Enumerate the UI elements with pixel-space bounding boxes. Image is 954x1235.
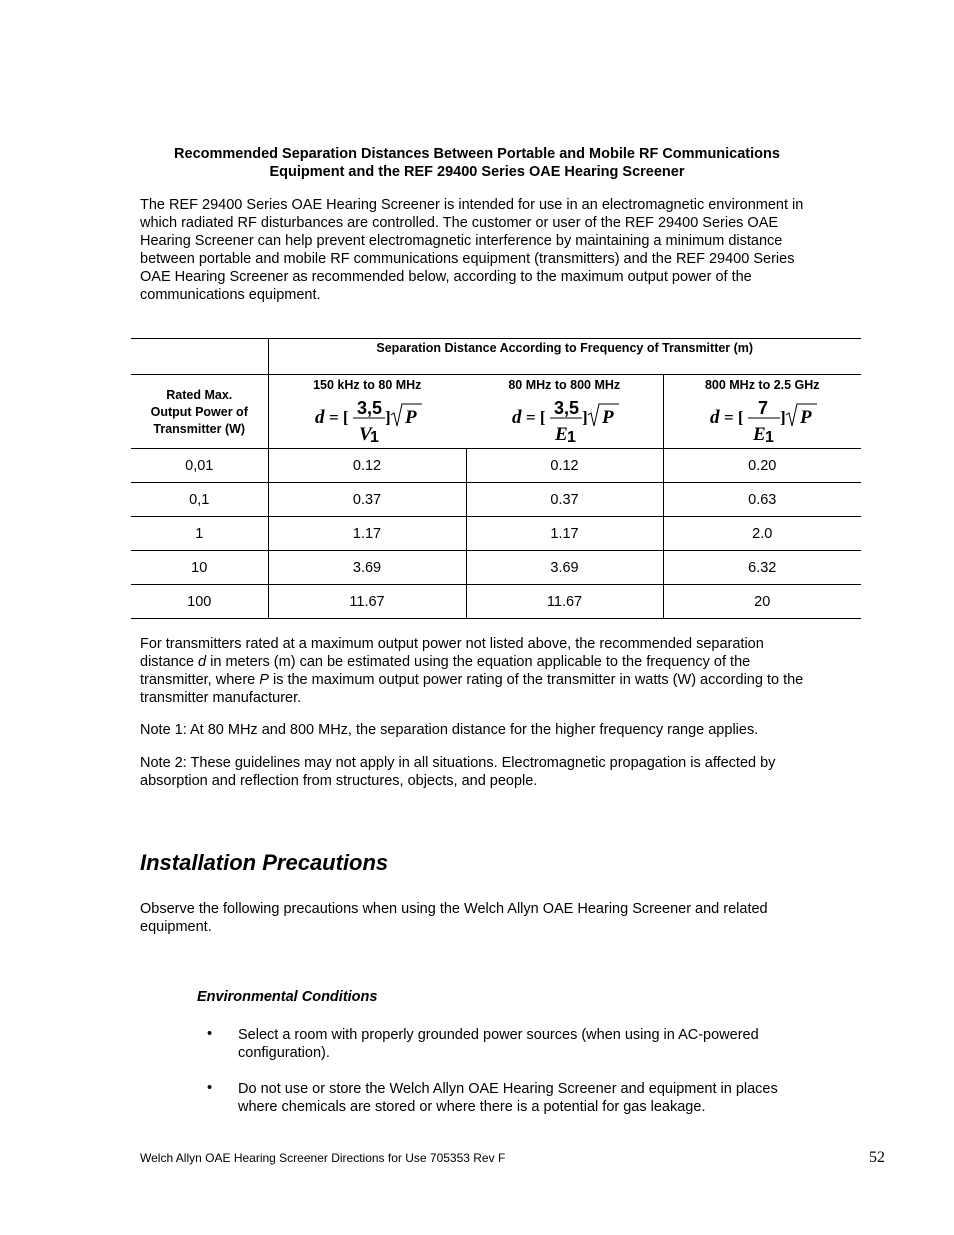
- column-label: 800 MHz to 2.5 GHz: [704, 377, 820, 392]
- formula-equals-bracket: = [: [526, 407, 546, 427]
- table-row: [131, 585, 861, 619]
- distance-cell: 0.12: [466, 449, 663, 483]
- formula-numerator: 7: [758, 397, 769, 418]
- subsection-title: Environmental Conditions: [197, 989, 378, 1005]
- power-cell: 0,01: [131, 449, 268, 483]
- table-row: [131, 483, 861, 517]
- bullet-icon: •: [207, 1026, 213, 1042]
- formula-equals-bracket: = [: [329, 407, 349, 427]
- formula-p: P: [405, 406, 417, 428]
- note-1: Note 1: At 80 MHz and 800 MHz, the separation distance for the higher frequency range applies.: [140, 722, 759, 738]
- distance-cell: 0.37: [268, 483, 466, 517]
- formula-p: P: [800, 406, 812, 428]
- table-title-line-1: Recommended Separation Distances Between Portable and Mobile RF Communications: [174, 146, 780, 162]
- formula-close-bracket: ]: [582, 407, 588, 427]
- formula-denominator: E: [555, 423, 568, 445]
- formula-d: d: [710, 406, 720, 428]
- note-text-2: in meters (m) can be estimated using the equation applicable to the frequency of the transmitter, where: [140, 654, 751, 688]
- formula-subscript: 1: [567, 428, 577, 446]
- formula-v1: [307, 396, 427, 446]
- bullet-item-2: Do not use or store the Welch Allyn OAE Hearing Screener and equipment in places where chemicals are stored or where there is a potential for gas leakage.: [238, 1081, 778, 1115]
- column-label: 80 MHz to 800 MHz: [508, 377, 621, 392]
- column-header-80mhz: [466, 375, 663, 449]
- distance-cell: 0.20: [663, 449, 861, 483]
- formula-d: d: [315, 406, 325, 428]
- formula-close-bracket: ]: [385, 407, 391, 427]
- formula-p: P: [602, 406, 614, 428]
- formula-denominator: E: [753, 423, 766, 445]
- distance-cell: 11.67: [268, 585, 466, 619]
- bullet-icon: •: [207, 1080, 213, 1096]
- page-footer: Welch Allyn OAE Hearing Screener Directions for Use 705353 Rev F: [140, 1151, 506, 1165]
- section-title: Installation Precautions: [140, 850, 389, 875]
- distance-cell: 0.37: [466, 483, 663, 517]
- formula-numerator: 3,5: [554, 397, 580, 418]
- power-cell: 10: [131, 551, 268, 585]
- power-cell: 100: [131, 585, 268, 619]
- intro-paragraph: The REF 29400 Series OAE Hearing Screener is intended for use in an electromagnetic environment in which radiated RF disturbances are controlled. The customer or user of the REF 29400 Series OAE Hearing Screener can help prevent electromagnetic interference by maintaining a minimum distance between portable and mobile RF communications equipment (transmitters) and the REF 29400 Series OAE Hearing Screener as recommended below, according to the maximum output power of the communications equipment.: [140, 197, 804, 303]
- rated-header-line-3: Transmitter (W): [153, 421, 246, 436]
- table-row: [131, 517, 861, 551]
- rated-header-line-1: Rated Max.: [166, 387, 233, 402]
- formula-subscript: 1: [765, 428, 775, 446]
- distance-cell: 0.63: [663, 483, 861, 517]
- note-text-3: is the maximum output power rating of the transmitter in watts (W) according to the transmitter manufacturer.: [140, 672, 804, 706]
- formula-denominator: V: [359, 423, 372, 445]
- table-row: [131, 551, 861, 585]
- table-title-line-2: Equipment and the REF 29400 Series OAE Hearing Screener: [269, 164, 685, 180]
- note-var-p: P: [259, 672, 269, 688]
- formula-equals-bracket: = [: [724, 407, 744, 427]
- span-header: Separation Distance According to Frequency of Transmitter (m): [268, 339, 861, 375]
- formula-close-bracket: ]: [780, 407, 786, 427]
- note-var-d: d: [198, 654, 207, 670]
- section-intro: Observe the following precautions when using the Welch Allyn OAE Hearing Screener and related equipment.: [140, 901, 768, 935]
- page-number: 52: [869, 1149, 885, 1166]
- note-2: Note 2: These guidelines may not apply in all situations. Electromagnetic propagation is affected by absorption and reflection from structures, objects, and people.: [140, 755, 776, 789]
- formula-subscript: 1: [370, 428, 380, 446]
- blank-header-cell: [131, 339, 268, 375]
- formula-numerator: 3,5: [357, 397, 383, 418]
- power-cell: 1: [131, 517, 268, 551]
- distance-cell: 1.17: [268, 517, 466, 551]
- table-header-row-1: [131, 339, 861, 375]
- distance-cell: 6.32: [663, 551, 861, 585]
- distance-cell: 11.67: [466, 585, 663, 619]
- distance-cell: 3.69: [268, 551, 466, 585]
- rated-power-header: [131, 375, 268, 449]
- distance-cell: 3.69: [466, 551, 663, 585]
- table-header-row-2: [131, 375, 861, 449]
- column-header-150khz: [268, 375, 466, 449]
- formula-e1-7: [702, 396, 822, 446]
- column-label: 150 kHz to 80 MHz: [313, 377, 422, 392]
- table-row: [131, 449, 861, 483]
- note-paragraph: [140, 635, 820, 707]
- distance-cell: 0.12: [268, 449, 466, 483]
- column-header-800mhz: [663, 375, 861, 449]
- distance-cell: 1.17: [466, 517, 663, 551]
- separation-distance-table: [131, 338, 861, 619]
- distance-cell: 2.0: [663, 517, 861, 551]
- rated-header-line-2: Output Power of: [150, 404, 248, 419]
- formula-d: d: [512, 406, 522, 428]
- formula-e1: [504, 396, 624, 446]
- distance-cell: 20: [663, 585, 861, 619]
- note-text-1: For transmitters rated at a maximum output power not listed above, the recommended separation distance: [140, 636, 764, 670]
- bullet-item-1: Select a room with properly grounded power sources (when using in AC-powered configuration).: [238, 1027, 759, 1061]
- power-cell: 0,1: [131, 483, 268, 517]
